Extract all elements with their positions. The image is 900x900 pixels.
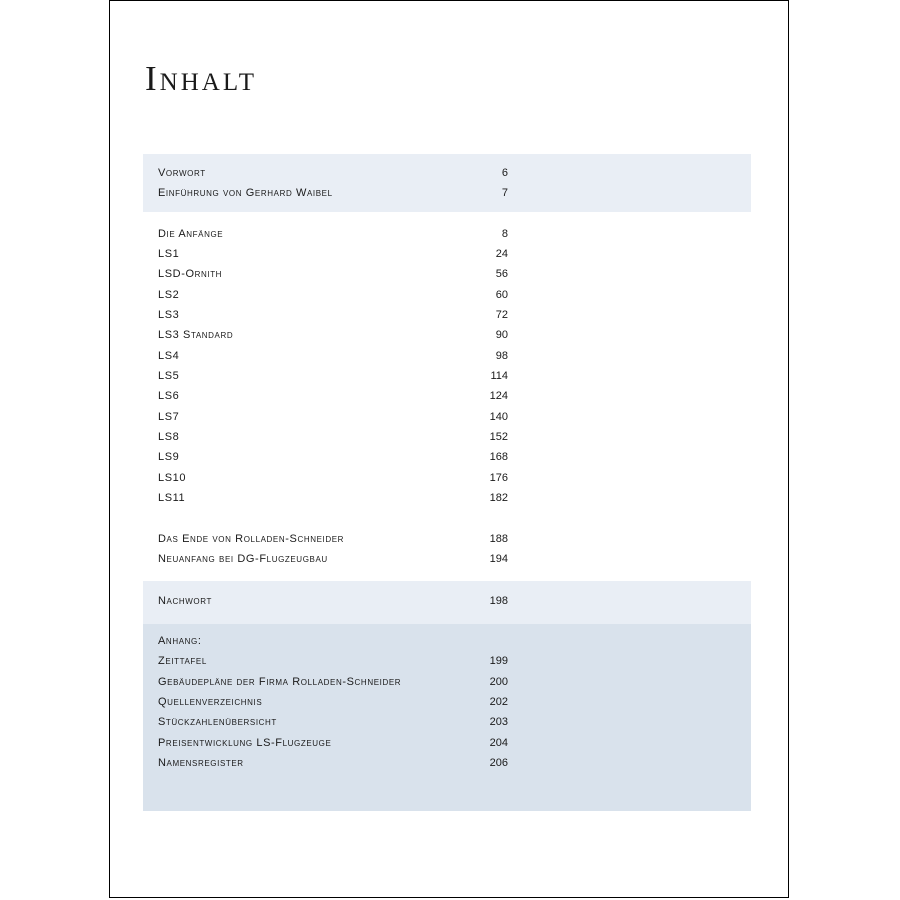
toc-entry-vorwort: Vorwort 6: [158, 167, 508, 179]
page-title: Inhalt: [145, 59, 258, 98]
toc-entry: LS6 124: [158, 390, 508, 402]
toc-entry: Die Anfänge 8: [158, 228, 508, 240]
toc-entry: LSD-Ornith 56: [158, 268, 508, 280]
toc-entry: LS4 98: [158, 350, 508, 362]
appendix-heading: Anhang:: [158, 635, 202, 647]
toc-entry: Das Ende von Rolladen-Schneider 188: [158, 533, 508, 545]
toc-entry: Stückzahlenübersicht 203: [158, 716, 508, 728]
toc-entry: Namensregister 206: [158, 757, 508, 769]
toc-entry: Gebäudepläne der Firma Rolladen-Schneider 200: [158, 676, 508, 688]
toc-entry: LS3 72: [158, 309, 508, 321]
toc-entry: LS7 140: [158, 411, 508, 423]
toc-entry: LS10 176: [158, 472, 508, 484]
toc-entry: LS8 152: [158, 431, 508, 443]
toc-entry: Quellenverzeichnis 202: [158, 696, 508, 708]
toc-entry: LS2 60: [158, 289, 508, 301]
toc-entry: LS9 168: [158, 451, 508, 463]
toc-entry: LS5 114: [158, 370, 508, 382]
toc-entry-nachwort: Nachwort 198: [158, 595, 508, 607]
toc-entry: Zeittafel 199: [158, 655, 508, 667]
toc-entry: LS3 Standard 90: [158, 329, 508, 341]
toc-entry: Neuanfang bei DG-Flugzeugbau 194: [158, 553, 508, 565]
toc-entry: LS1 24: [158, 248, 508, 260]
toc-page: [109, 0, 789, 898]
intro-band: [143, 154, 751, 212]
toc-entry: Preisentwicklung LS-Flugzeuge 204: [158, 737, 508, 749]
toc-entry-einfuehrung: Einführung von Gerhard Waibel 7: [158, 187, 508, 199]
toc-entry: LS11 182: [158, 492, 508, 504]
